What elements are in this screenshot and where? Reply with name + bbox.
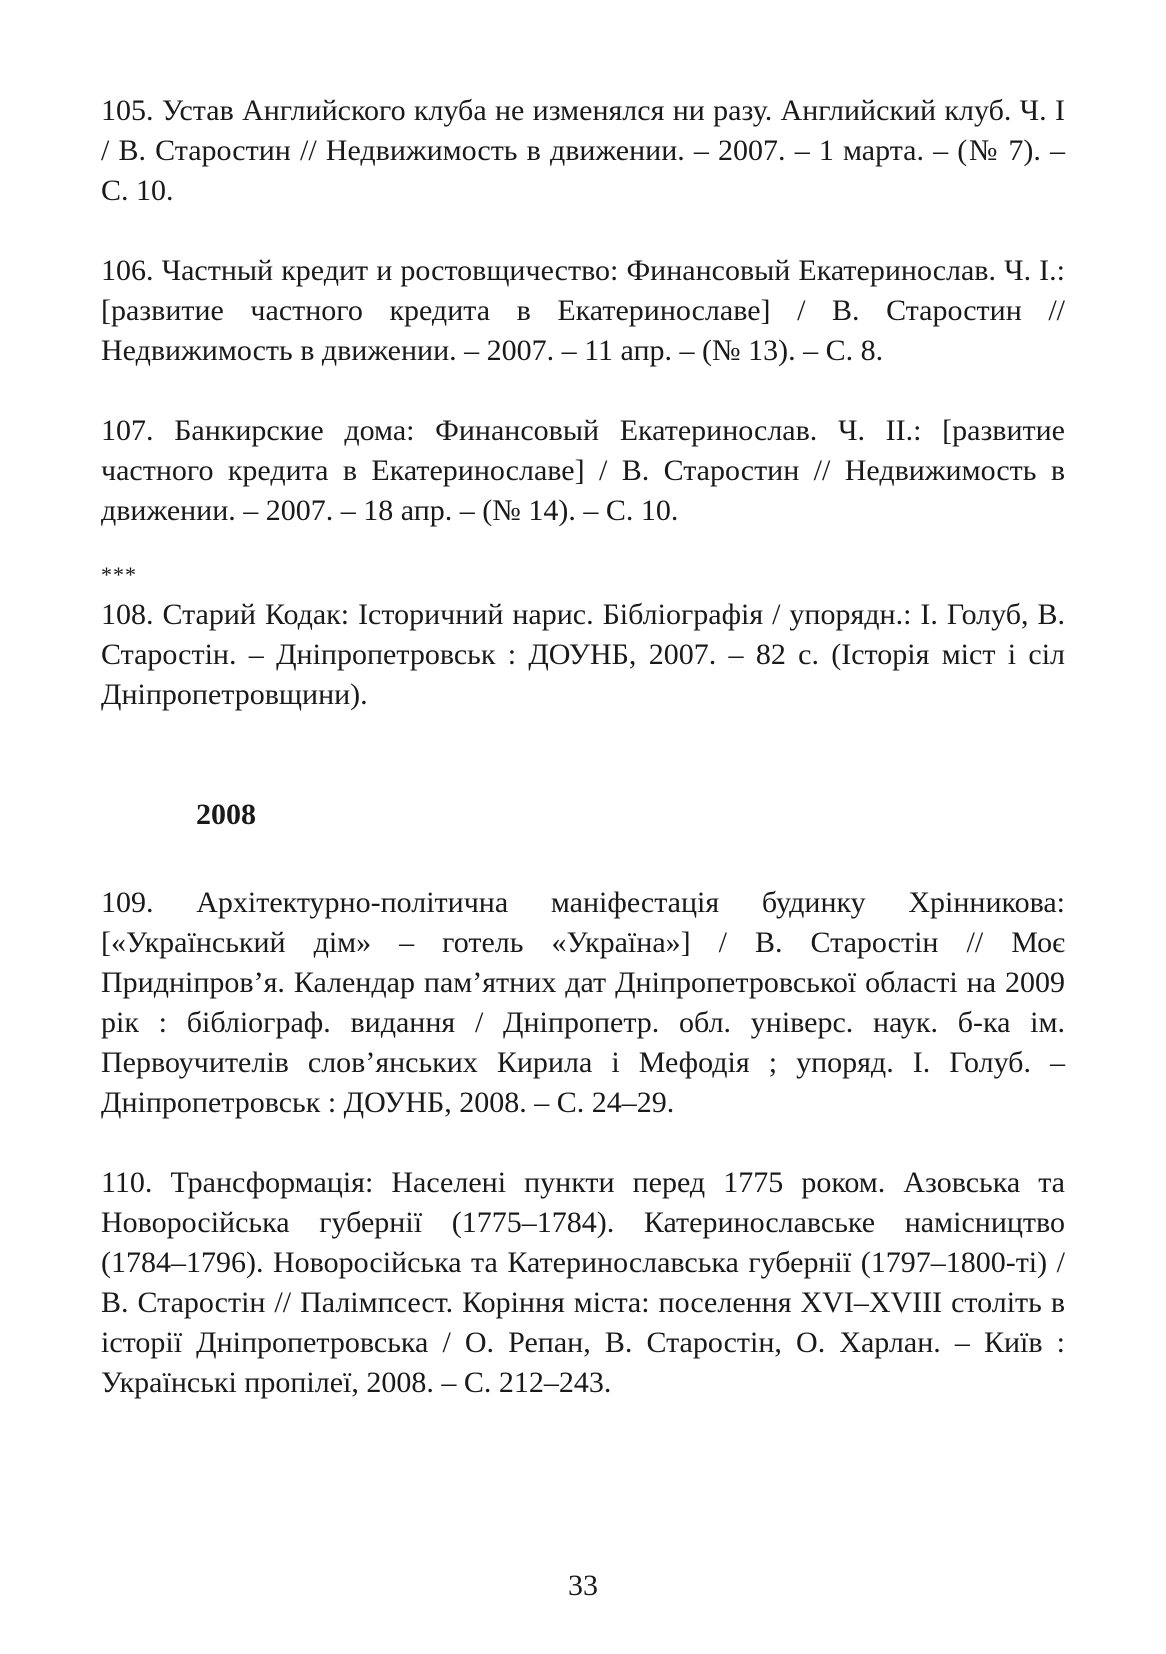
- year-heading: 2008: [196, 798, 256, 831]
- bibliography-entry-105: 105. Устав Английского клуба не изменялся ни разу. Английский клуб. Ч. I / В. Старостин // Недвижимость в движении. – 2007. – 1 марта. – (№ 7). – С. 10.: [101, 94, 1065, 207]
- page-number: 33: [568, 1569, 598, 1602]
- section-separator: ***: [101, 562, 137, 587]
- bibliography-entry-110: 110. Трансформація: Населені пункти перед 1775 роком. Азовська та Новоросійська губернії (1775–1784). Катеринославське намісництво (1784–1796). Новоросійська та Катеринославська губернії (1797–1800-ті) / В. Старостін // Палімпсест. Коріння міста: поселення XVI–XVIII століть в історії Дніпропетровська / О. Репан, В. Старостін, О. Харлан. – Київ : Українські пропілеї, 2008. – С. 212–243.: [101, 1166, 1065, 1399]
- bibliography-entry-106: 106. Частный кредит и ростовщичество: Финансовый Екатеринослав. Ч. I.: [развитие частного кредита в Екатеринославе] / В. Старостин // Недвижимость в движении. – 2007. – 11 апр. – (№ 13). – С. 8.: [101, 254, 1065, 367]
- page-body: [101, 91, 1065, 1403]
- bibliography-entry-107: 107. Банкирские дома: Финансовый Екатеринослав. Ч. II.: [развитие частного кредита в Екатеринославе] / В. Старостин // Недвижимость в движении. – 2007. – 18 апр. – (№ 14). – С. 10.: [101, 414, 1065, 527]
- bibliography-entry-108: 108. Старий Кодак: Історичний нарис. Бібліографія / упорядн.: І. Голуб, В. Старостін. – Дніпропетровськ : ДОУНБ, 2007. – 82 с. (Історія міст і сіл Дніпропетровщини).: [101, 598, 1065, 711]
- bibliography-entry-109: 109. Архітектурно-політична маніфестація будинку Хрінникова: [«Український дім» – готель «Україна»] / В. Старостін // Моє Придніпров’я. Календар пам’ятних дат Дніпропетровської області на 2009 рік : бібліограф. видання / Дніпропетр. обл. універс. наук. б-ка ім. Первоучителів слов’янських Кирила і Мефодія ; упоряд. І. Голуб. – Дніпропетровськ : ДОУНБ, 2008. – С. 24–29.: [101, 886, 1065, 1119]
